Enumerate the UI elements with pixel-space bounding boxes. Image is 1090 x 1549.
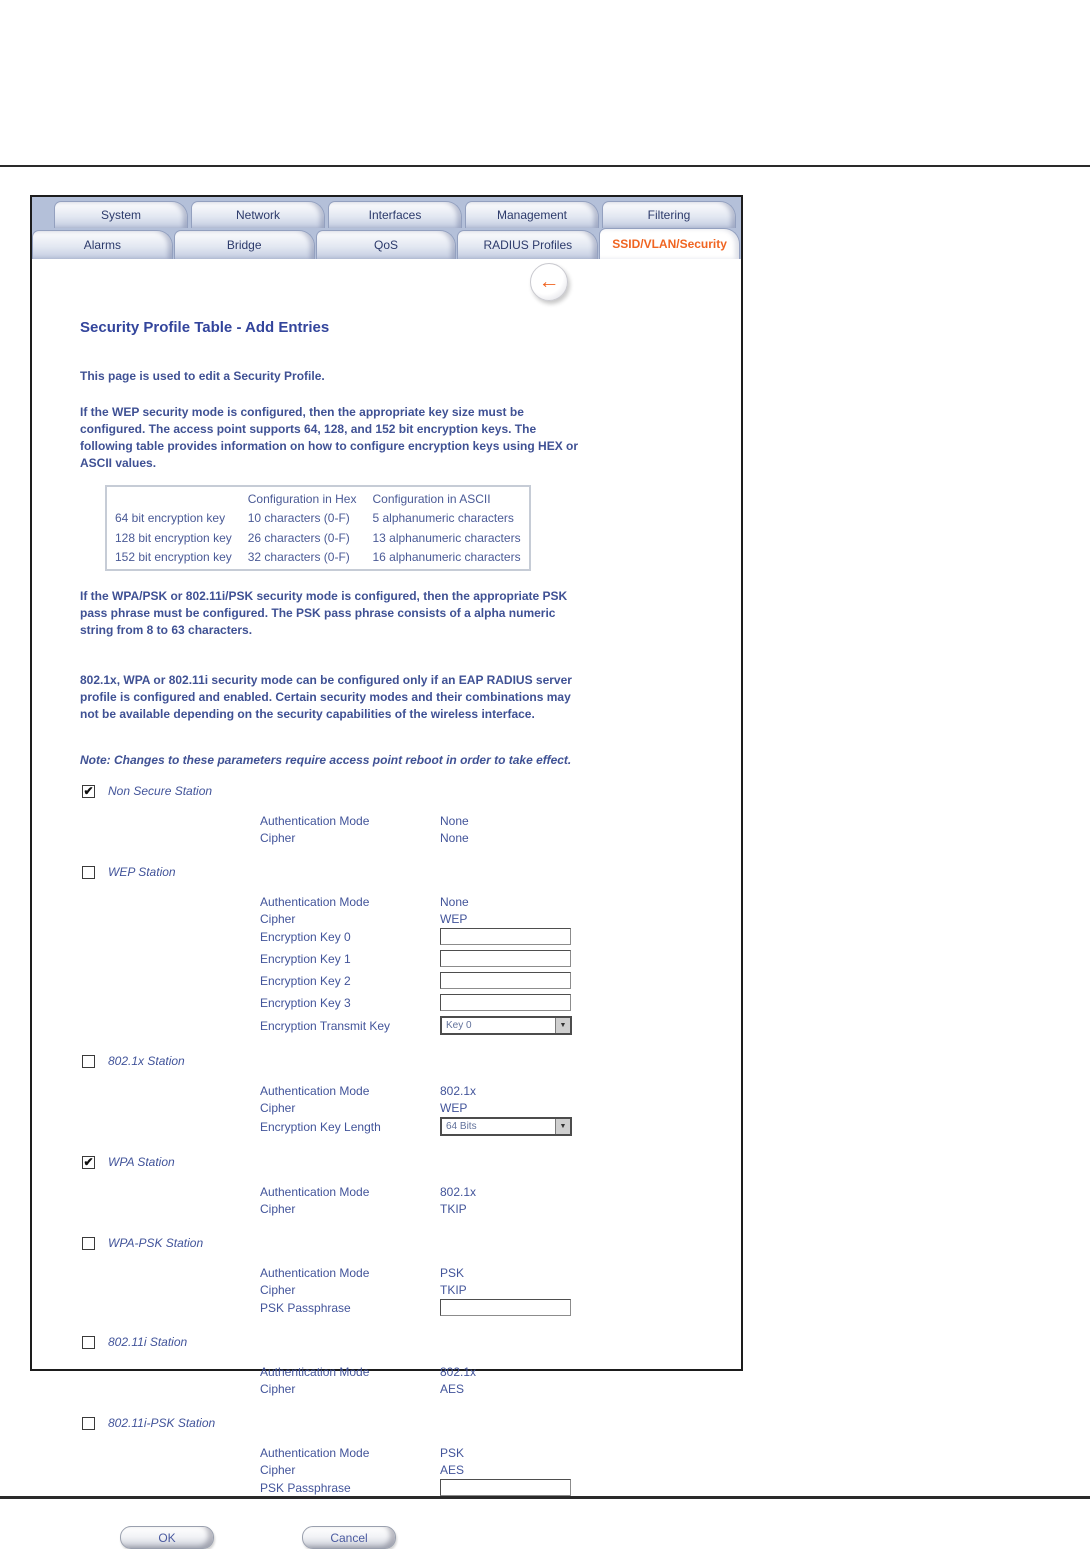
- field-label: Authentication Mode: [260, 1365, 370, 1379]
- table-row: [106, 508, 530, 528]
- selected-option: 64 Bits: [446, 1121, 477, 1132]
- security-modes-form: [32, 784, 741, 1549]
- field-label: Cipher: [260, 912, 296, 926]
- field-value: 802.1x: [440, 1365, 477, 1379]
- field-row: [260, 1265, 741, 1281]
- field-label: Encryption Transmit Key: [260, 1018, 391, 1033]
- field-label: Cipher: [260, 1283, 296, 1297]
- wep-station-checkbox[interactable]: [82, 866, 95, 879]
- section-80211i-psk-station: [82, 1416, 741, 1430]
- field-value: TKIP: [440, 1283, 467, 1297]
- field-row: [260, 911, 741, 927]
- cell-hex: 26 characters (0-F): [247, 531, 350, 545]
- section-label: Non Secure Station: [108, 784, 213, 798]
- field-row: [260, 813, 741, 829]
- bottom-divider: [0, 1496, 1090, 1499]
- encryption-transmit-key-select[interactable]: [440, 1016, 572, 1035]
- field-row: [260, 894, 741, 910]
- 8021x-station-checkbox[interactable]: [82, 1055, 95, 1068]
- field-label: Encryption Key 2: [260, 973, 351, 988]
- field-label: Cipher: [260, 1101, 296, 1115]
- cell-ascii: 13 alphanumeric characters: [372, 531, 521, 545]
- section-label: WPA Station: [108, 1155, 175, 1169]
- 80211i-station-checkbox[interactable]: [82, 1336, 95, 1349]
- tab-network[interactable]: Network: [191, 201, 325, 228]
- table-row: [106, 548, 530, 570]
- field-value: WEP: [440, 1101, 468, 1115]
- encryption-key-3-input[interactable]: [440, 994, 571, 1011]
- tab-radius-profiles[interactable]: RADIUS Profiles: [457, 230, 598, 259]
- field-label: Cipher: [260, 831, 296, 845]
- field-label: Encryption Key Length: [260, 1119, 381, 1134]
- table-header-row: [106, 486, 530, 508]
- section-wpa-psk-station: [82, 1236, 741, 1250]
- field-row: [260, 1299, 741, 1316]
- field-value: PSK: [440, 1266, 465, 1280]
- tab-bridge[interactable]: Bridge: [174, 230, 315, 259]
- security-profile-panel: [30, 195, 743, 1545]
- field-value: 802.1x: [440, 1084, 477, 1098]
- encryption-key-length-select[interactable]: [440, 1117, 572, 1136]
- cell-hex: 10 characters (0-F): [247, 511, 350, 525]
- section-label: WEP Station: [108, 865, 176, 879]
- section-80211i-station: [82, 1335, 741, 1349]
- tab-row-secondary: [32, 228, 741, 259]
- field-value: WEP: [440, 912, 468, 926]
- field-value: AES: [440, 1382, 465, 1396]
- section-wpa-station: [82, 1155, 741, 1169]
- field-row: [260, 1016, 741, 1035]
- field-value: None: [440, 831, 469, 845]
- tab-filtering[interactable]: Filtering: [602, 201, 736, 228]
- tab-strip: [32, 197, 741, 259]
- encryption-key-0-input[interactable]: [440, 928, 571, 945]
- button-row: [120, 1526, 741, 1549]
- field-row: [260, 830, 741, 846]
- tab-system[interactable]: System: [54, 201, 188, 228]
- field-row: [260, 1445, 741, 1461]
- reboot-note: Note: Changes to these parameters require access point reboot in order to take effect.: [80, 753, 572, 767]
- non-secure-station-checkbox[interactable]: [82, 785, 95, 798]
- cell-ascii: 5 alphanumeric characters: [372, 511, 514, 525]
- field-row: [260, 1364, 741, 1380]
- intro-paragraph-1: This page is used to edit a Security Profile.: [80, 369, 325, 383]
- section-non-secure-station: [82, 784, 741, 798]
- field-value: TKIP: [440, 1202, 467, 1216]
- encryption-key-2-input[interactable]: [440, 972, 571, 989]
- field-label: PSK Passphrase: [260, 1300, 351, 1315]
- back-arrow-icon: ←: [538, 269, 560, 293]
- field-value: AES: [440, 1463, 465, 1477]
- field-label: Cipher: [260, 1382, 296, 1396]
- section-8021x-station: [82, 1054, 741, 1068]
- 80211i-psk-passphrase-input[interactable]: [440, 1479, 571, 1496]
- cell-key-size: 152 bit encryption key: [115, 550, 232, 564]
- wpa-station-checkbox[interactable]: [82, 1156, 95, 1169]
- field-label: Authentication Mode: [260, 1266, 370, 1280]
- field-label: Authentication Mode: [260, 895, 370, 909]
- field-row: [260, 1117, 741, 1136]
- header-cell-hex: Configuration in Hex: [247, 492, 357, 506]
- tab-management[interactable]: Management: [465, 201, 599, 228]
- cell-key-size: 64 bit encryption key: [115, 511, 226, 525]
- 80211i-psk-station-checkbox[interactable]: [82, 1417, 95, 1430]
- tab-interfaces[interactable]: Interfaces: [328, 201, 462, 228]
- section-label: 802.11i Station: [108, 1335, 188, 1349]
- tab-ssid-vlan-security[interactable]: SSID/VLAN/Security: [599, 228, 740, 259]
- intro-paragraph-4: 802.1x, WPA or 802.11i security mode can be configured only if an EAP RADIUS server profile is configured and enabled. Certain security modes and their combinations may not be available depending on the security capabilities of the wireless interface.: [80, 673, 572, 721]
- field-label: Encryption Key 1: [260, 951, 351, 966]
- tab-alarms[interactable]: Alarms: [32, 230, 173, 259]
- cell-ascii: 16 alphanumeric characters: [372, 550, 521, 564]
- section-label: WPA-PSK Station: [108, 1236, 204, 1250]
- field-label: Encryption Key 0: [260, 929, 351, 944]
- field-row: [260, 928, 741, 945]
- table-row: [106, 528, 530, 548]
- section-wep-station: [82, 865, 741, 879]
- header-cell-empty: [106, 486, 240, 508]
- dropdown-arrow-icon: ▼: [555, 1018, 570, 1033]
- field-value: 802.1x: [440, 1185, 477, 1199]
- field-label: Authentication Mode: [260, 1084, 370, 1098]
- field-row: [260, 1083, 741, 1099]
- top-divider: [0, 165, 1090, 167]
- section-label: 802.11i-PSK Station: [108, 1416, 216, 1430]
- intro-paragraph-3: If the WPA/PSK or 802.11i/PSK security mode is configured, then the appropriate PSK pass phrase must be configured. The PSK pass phrase consists of a alpha numeric string from 8 to 63 characters.: [80, 589, 568, 637]
- cancel-button[interactable]: Cancel: [302, 1526, 396, 1549]
- field-value: PSK: [440, 1446, 465, 1460]
- field-row: [260, 1381, 741, 1397]
- field-value: None: [440, 814, 469, 828]
- wpa-psk-station-checkbox[interactable]: [82, 1237, 95, 1250]
- back-button[interactable]: [530, 263, 568, 301]
- field-row: [260, 972, 741, 989]
- page-title: Security Profile Table - Add Entries: [80, 319, 330, 336]
- field-row: [260, 1100, 741, 1116]
- tab-qos[interactable]: QoS: [316, 230, 457, 259]
- header-cell-ascii: Configuration in ASCII: [372, 492, 491, 506]
- field-row: [260, 1282, 741, 1298]
- field-row: [260, 1462, 741, 1478]
- encryption-key-1-input[interactable]: [440, 950, 571, 967]
- field-row: [260, 1184, 741, 1200]
- field-row: [260, 950, 741, 967]
- field-label: Authentication Mode: [260, 814, 370, 828]
- encryption-key-table: [105, 485, 531, 571]
- field-label: Encryption Key 3: [260, 995, 351, 1010]
- field-label: Cipher: [260, 1463, 296, 1477]
- dropdown-arrow-icon: ▼: [555, 1119, 570, 1134]
- ok-button[interactable]: OK: [120, 1526, 214, 1549]
- selected-option: Key 0: [446, 1020, 472, 1031]
- field-value: None: [440, 895, 469, 909]
- field-label: Cipher: [260, 1202, 296, 1216]
- checkbox-check-icon: ✔: [83, 784, 94, 798]
- field-row: [260, 1201, 741, 1217]
- intro-paragraph-2: If the WEP security mode is configured, then the appropriate key size must be configured. The access point supports 64, 128, and 152 bit encryption keys. The following table provides information on how to configure encryption keys using HEX or ASCII values.: [80, 405, 579, 470]
- header-area: [32, 259, 741, 307]
- field-label: PSK Passphrase: [260, 1480, 351, 1495]
- field-label: Authentication Mode: [260, 1185, 370, 1199]
- cell-hex: 32 characters (0-F): [247, 550, 350, 564]
- checkbox-check-icon: ✔: [83, 1155, 94, 1169]
- section-label: 802.1x Station: [108, 1054, 185, 1068]
- tab-row-primary: [32, 197, 741, 228]
- cell-key-size: 128 bit encryption key: [115, 531, 232, 545]
- field-row: [260, 1479, 741, 1496]
- wpa-psk-passphrase-input[interactable]: [440, 1299, 571, 1316]
- field-label: Authentication Mode: [260, 1446, 370, 1460]
- field-row: [260, 994, 741, 1011]
